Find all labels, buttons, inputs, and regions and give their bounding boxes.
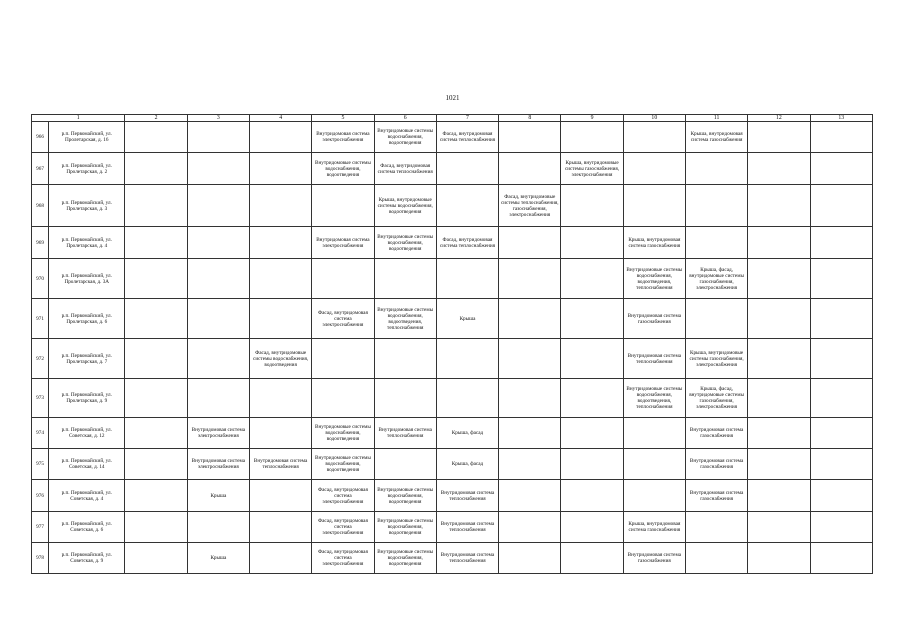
row-number-cell: 967	[32, 153, 49, 185]
work-cell-c3	[187, 379, 249, 418]
column-header-11: 11	[685, 115, 747, 122]
column-header-4: 4	[250, 115, 312, 122]
work-cell-c2	[125, 379, 187, 418]
work-cell-c9	[561, 449, 623, 480]
column-header-2: 2	[125, 115, 187, 122]
work-cell-c5: Фасад, внутридомовая система электроснабжения	[312, 480, 374, 512]
work-cell-c4	[250, 379, 312, 418]
work-cell-c8	[499, 379, 561, 418]
work-cell-c3	[187, 227, 249, 259]
work-cell-c7	[436, 185, 498, 227]
column-header-8: 8	[499, 115, 561, 122]
table-row	[32, 122, 873, 153]
work-cell-c3: Внутридомовая система электроснабжения	[187, 449, 249, 480]
address-cell: р.п. Первомайский, ул. Пролетарская, д. 3А	[49, 259, 125, 299]
work-cell-c2	[125, 339, 187, 379]
work-cell-c12	[748, 185, 810, 227]
work-cell-c13	[810, 227, 872, 259]
table-row	[32, 339, 873, 379]
work-cell-c13	[810, 259, 872, 299]
work-cell-c4	[250, 259, 312, 299]
work-cell-c12	[748, 543, 810, 574]
work-cell-c4	[250, 185, 312, 227]
work-cell-c3	[187, 259, 249, 299]
row-number-cell: 972	[32, 339, 49, 379]
address-cell: р.п. Первомайский, ул. Пролетарская, д. 3	[49, 185, 125, 227]
work-cell-c6: Внутридомовые системы водоснабжения, водоотведения	[374, 480, 436, 512]
work-cell-c2	[125, 259, 187, 299]
work-cell-c5: Фасад, внутридомовая система электроснабжения	[312, 512, 374, 543]
work-cell-c12	[748, 339, 810, 379]
work-cell-c12	[748, 153, 810, 185]
work-cell-c12	[748, 512, 810, 543]
work-cell-c9	[561, 185, 623, 227]
table-row	[32, 418, 873, 449]
table-row	[32, 153, 873, 185]
work-cell-c10	[623, 480, 685, 512]
work-cell-c7: Крыша	[436, 299, 498, 339]
work-cell-c3	[187, 185, 249, 227]
work-cell-c10	[623, 153, 685, 185]
work-cell-c4	[250, 122, 312, 153]
work-cell-c10: Внутридомовая система теплоснабжения	[623, 339, 685, 379]
work-cell-c12	[748, 449, 810, 480]
work-cell-c10: Внутридомовая система газоснабжения	[623, 299, 685, 339]
work-cell-c11: Внутридомовая система газоснабжения	[685, 480, 747, 512]
address-cell: р.п. Первомайский, ул. Советская, д. 14	[49, 449, 125, 480]
work-cell-c8	[499, 153, 561, 185]
work-cell-c7: Фасад, внутридомовая система теплоснабжения	[436, 227, 498, 259]
work-cell-c4	[250, 543, 312, 574]
work-cell-c7: Внутридомовая система теплоснабжения	[436, 512, 498, 543]
work-cell-c4	[250, 299, 312, 339]
table-row	[32, 185, 873, 227]
work-cell-c8	[499, 543, 561, 574]
work-cell-c11: Крыша, фасад, внутридомовые системы газоснабжения, электроснабжения	[685, 379, 747, 418]
work-cell-c9	[561, 418, 623, 449]
work-cell-c4	[250, 418, 312, 449]
work-cell-c8	[499, 418, 561, 449]
table-row	[32, 449, 873, 480]
work-cell-c2	[125, 153, 187, 185]
address-cell: р.п. Первомайский, ул. Советская, д. 9	[49, 543, 125, 574]
address-cell: р.п. Первомайский, ул. Пролетарская, д. 7	[49, 339, 125, 379]
row-number-cell: 977	[32, 512, 49, 543]
work-cell-c13	[810, 299, 872, 339]
work-cell-c9	[561, 339, 623, 379]
work-cell-c10	[623, 418, 685, 449]
work-cell-c8: Фасад, внутридомовые системы теплоснабжения, газоснабжения, электроснабжения	[499, 185, 561, 227]
work-cell-c4	[250, 480, 312, 512]
work-cell-c8	[499, 122, 561, 153]
work-cell-c6: Внутридомовые системы водоснабжения, водоотведения	[374, 543, 436, 574]
work-cell-c13	[810, 543, 872, 574]
work-cell-c8	[499, 480, 561, 512]
row-number-cell: 968	[32, 185, 49, 227]
work-cell-c5	[312, 185, 374, 227]
work-cell-c2	[125, 512, 187, 543]
work-cell-c10: Крыша, внутридомовая система газоснабжения	[623, 227, 685, 259]
work-cell-c8	[499, 339, 561, 379]
work-cell-c3	[187, 299, 249, 339]
work-cell-c2	[125, 418, 187, 449]
work-cell-c11: Крыша, внутридомовая система газоснабжения	[685, 122, 747, 153]
work-cell-c4: Внутридомовая система теплоснабжения	[250, 449, 312, 480]
column-header-row	[32, 115, 873, 122]
work-cell-c2	[125, 543, 187, 574]
work-cell-c6	[374, 339, 436, 379]
work-cell-c11: Внутридомовая система газоснабжения	[685, 418, 747, 449]
work-cell-c10: Внутридомовая система газоснабжения	[623, 543, 685, 574]
work-cell-c5: Внутридомовые системы водоснабжения, водоотведения	[312, 449, 374, 480]
work-cell-c6: Внутридомовая система теплоснабжения	[374, 418, 436, 449]
work-cell-c11: Крыша, внутридомовые системы газоснабжения, электроснабжения	[685, 339, 747, 379]
address-cell: р.п. Первомайский, ул. Пролетарская, д. 4	[49, 227, 125, 259]
work-cell-c9	[561, 299, 623, 339]
work-cell-c6: Внутридомовые системы водоснабжения, водоотведения	[374, 227, 436, 259]
work-cell-c9	[561, 379, 623, 418]
work-cell-c8	[499, 449, 561, 480]
work-cell-c7: Внутридомовая система теплоснабжения	[436, 543, 498, 574]
work-cell-c3	[187, 512, 249, 543]
work-cell-c9	[561, 480, 623, 512]
work-cell-c12	[748, 418, 810, 449]
work-cell-c2	[125, 480, 187, 512]
work-cell-c7	[436, 153, 498, 185]
work-cell-c5: Внутридомовая система электроснабжения	[312, 122, 374, 153]
row-number-cell: 969	[32, 227, 49, 259]
work-cell-c13	[810, 418, 872, 449]
table-row	[32, 543, 873, 574]
work-cell-c8	[499, 299, 561, 339]
column-header-10: 10	[623, 115, 685, 122]
work-cell-c7	[436, 339, 498, 379]
table-row	[32, 379, 873, 418]
work-cell-c12	[748, 122, 810, 153]
work-cell-c9	[561, 543, 623, 574]
work-cell-c5: Внутридомовые системы водоснабжения, водоотведения	[312, 153, 374, 185]
work-cell-c6: Крыша, внутридомовые системы водоснабжения, водоотведения	[374, 185, 436, 227]
work-cell-c4	[250, 153, 312, 185]
column-header-12: 12	[748, 115, 810, 122]
work-cell-c11	[685, 299, 747, 339]
row-number-cell: 971	[32, 299, 49, 339]
work-cell-c13	[810, 339, 872, 379]
work-cell-c3: Крыша	[187, 543, 249, 574]
work-cell-c6: Внутридомовые системы водоснабжения, водоотведения	[374, 512, 436, 543]
work-cell-c3	[187, 153, 249, 185]
address-cell: р.п. Первомайский, ул. Пролетарская, д. 9	[49, 379, 125, 418]
work-cell-c13	[810, 449, 872, 480]
work-cell-c4: Фасад, внутридомовые системы водоснабжения, водоотведения	[250, 339, 312, 379]
work-cell-c8	[499, 259, 561, 299]
row-number-cell: 974	[32, 418, 49, 449]
work-cell-c5: Внутридомовые системы водоснабжения, водоотведения	[312, 418, 374, 449]
work-cell-c3: Крыша	[187, 480, 249, 512]
work-cell-c9	[561, 512, 623, 543]
work-cell-c9	[561, 259, 623, 299]
work-cell-c13	[810, 122, 872, 153]
work-cell-c10: Внутридомовые системы водоснабжения, водоотведения, теплоснабжения	[623, 379, 685, 418]
work-cell-c6: Внутридомовые системы водоснабжения, водоотведения, теплоснабжения	[374, 299, 436, 339]
work-cell-c11	[685, 543, 747, 574]
work-cell-c6: Фасад, внутридомовая система теплоснабжения	[374, 153, 436, 185]
work-cell-c13	[810, 480, 872, 512]
work-cell-c3: Внутридомовая система электроснабжения	[187, 418, 249, 449]
work-cell-c8	[499, 512, 561, 543]
table-row	[32, 512, 873, 543]
work-cell-c10: Крыша, внутридомовая система газоснабжения	[623, 512, 685, 543]
row-number-cell: 976	[32, 480, 49, 512]
address-cell: р.п. Первомайский, ул. Советская, д. 4	[49, 480, 125, 512]
work-cell-c11	[685, 185, 747, 227]
address-cell: р.п. Первомайский, ул. Советская, д. 6	[49, 512, 125, 543]
work-cell-c7: Внутридомовая система теплоснабжения	[436, 480, 498, 512]
work-cell-c7: Крыша, фасад	[436, 418, 498, 449]
work-cell-c11: Внутридомовая система газоснабжения	[685, 449, 747, 480]
work-cell-c5	[312, 259, 374, 299]
column-header-6: 6	[374, 115, 436, 122]
work-cell-c12	[748, 379, 810, 418]
work-cell-c12	[748, 480, 810, 512]
work-cell-c12	[748, 259, 810, 299]
work-cell-c7	[436, 379, 498, 418]
work-cell-c2	[125, 299, 187, 339]
work-cell-c5: Внутридомовая система электроснабжения	[312, 227, 374, 259]
work-cell-c2	[125, 449, 187, 480]
work-cell-c12	[748, 299, 810, 339]
work-cell-c4	[250, 512, 312, 543]
row-number-cell: 966	[32, 122, 49, 153]
capital-repair-schedule-table	[31, 114, 873, 574]
row-number-cell: 975	[32, 449, 49, 480]
table-row	[32, 259, 873, 299]
row-number-cell: 978	[32, 543, 49, 574]
address-cell: р.п. Первомайский, ул. Пролетарская, д. 2	[49, 153, 125, 185]
work-cell-c10: Внутридомовые системы водоснабжения, водоотведения, теплоснабжения	[623, 259, 685, 299]
work-cell-c8	[499, 227, 561, 259]
column-header-1: 1	[32, 115, 125, 122]
work-cell-c13	[810, 379, 872, 418]
page-number: 1021	[445, 94, 460, 102]
work-cell-c11	[685, 227, 747, 259]
work-cell-c2	[125, 185, 187, 227]
work-cell-c4	[250, 227, 312, 259]
work-cell-c2	[125, 227, 187, 259]
column-header-9: 9	[561, 115, 623, 122]
row-number-cell: 973	[32, 379, 49, 418]
work-cell-c12	[748, 227, 810, 259]
work-cell-c5	[312, 379, 374, 418]
work-cell-c3	[187, 122, 249, 153]
work-cell-c5	[312, 339, 374, 379]
column-header-5: 5	[312, 115, 374, 122]
work-cell-c5: Фасад, внутридомовая система электроснабжения	[312, 543, 374, 574]
work-cell-c2	[125, 122, 187, 153]
work-cell-c6	[374, 379, 436, 418]
table-row	[32, 480, 873, 512]
row-number-cell: 970	[32, 259, 49, 299]
work-cell-c7	[436, 259, 498, 299]
work-cell-c6: Внутридомовые системы водоснабжения, водоотведения	[374, 122, 436, 153]
work-cell-c7: Крыша, фасад	[436, 449, 498, 480]
work-cell-c9: Крыша, внутридомовые системы газоснабжения, электроснабжения	[561, 153, 623, 185]
work-cell-c13	[810, 185, 872, 227]
work-cell-c11: Крыша, фасад, внутридомовые системы газоснабжения, электроснабжения	[685, 259, 747, 299]
work-cell-c13	[810, 512, 872, 543]
work-cell-c13	[810, 153, 872, 185]
work-cell-c9	[561, 227, 623, 259]
table-row	[32, 227, 873, 259]
address-cell: р.п. Первомайский, ул. Пролетарская, д. 16	[49, 122, 125, 153]
work-cell-c10	[623, 185, 685, 227]
table-row	[32, 299, 873, 339]
work-cell-c9	[561, 122, 623, 153]
work-cell-c6	[374, 259, 436, 299]
work-cell-c5: Фасад, внутридомовая система электроснабжения	[312, 299, 374, 339]
work-cell-c3	[187, 339, 249, 379]
work-cell-c10	[623, 449, 685, 480]
column-header-3: 3	[187, 115, 249, 122]
work-cell-c6	[374, 449, 436, 480]
column-header-7: 7	[436, 115, 498, 122]
address-cell: р.п. Первомайский, ул. Пролетарская, д. 6	[49, 299, 125, 339]
address-cell: р.п. Первомайский, ул. Советская, д. 12	[49, 418, 125, 449]
work-cell-c11	[685, 153, 747, 185]
work-cell-c7: Фасад, внутридомовая система теплоснабжения	[436, 122, 498, 153]
work-cell-c11	[685, 512, 747, 543]
column-header-13: 13	[810, 115, 872, 122]
work-cell-c10	[623, 122, 685, 153]
